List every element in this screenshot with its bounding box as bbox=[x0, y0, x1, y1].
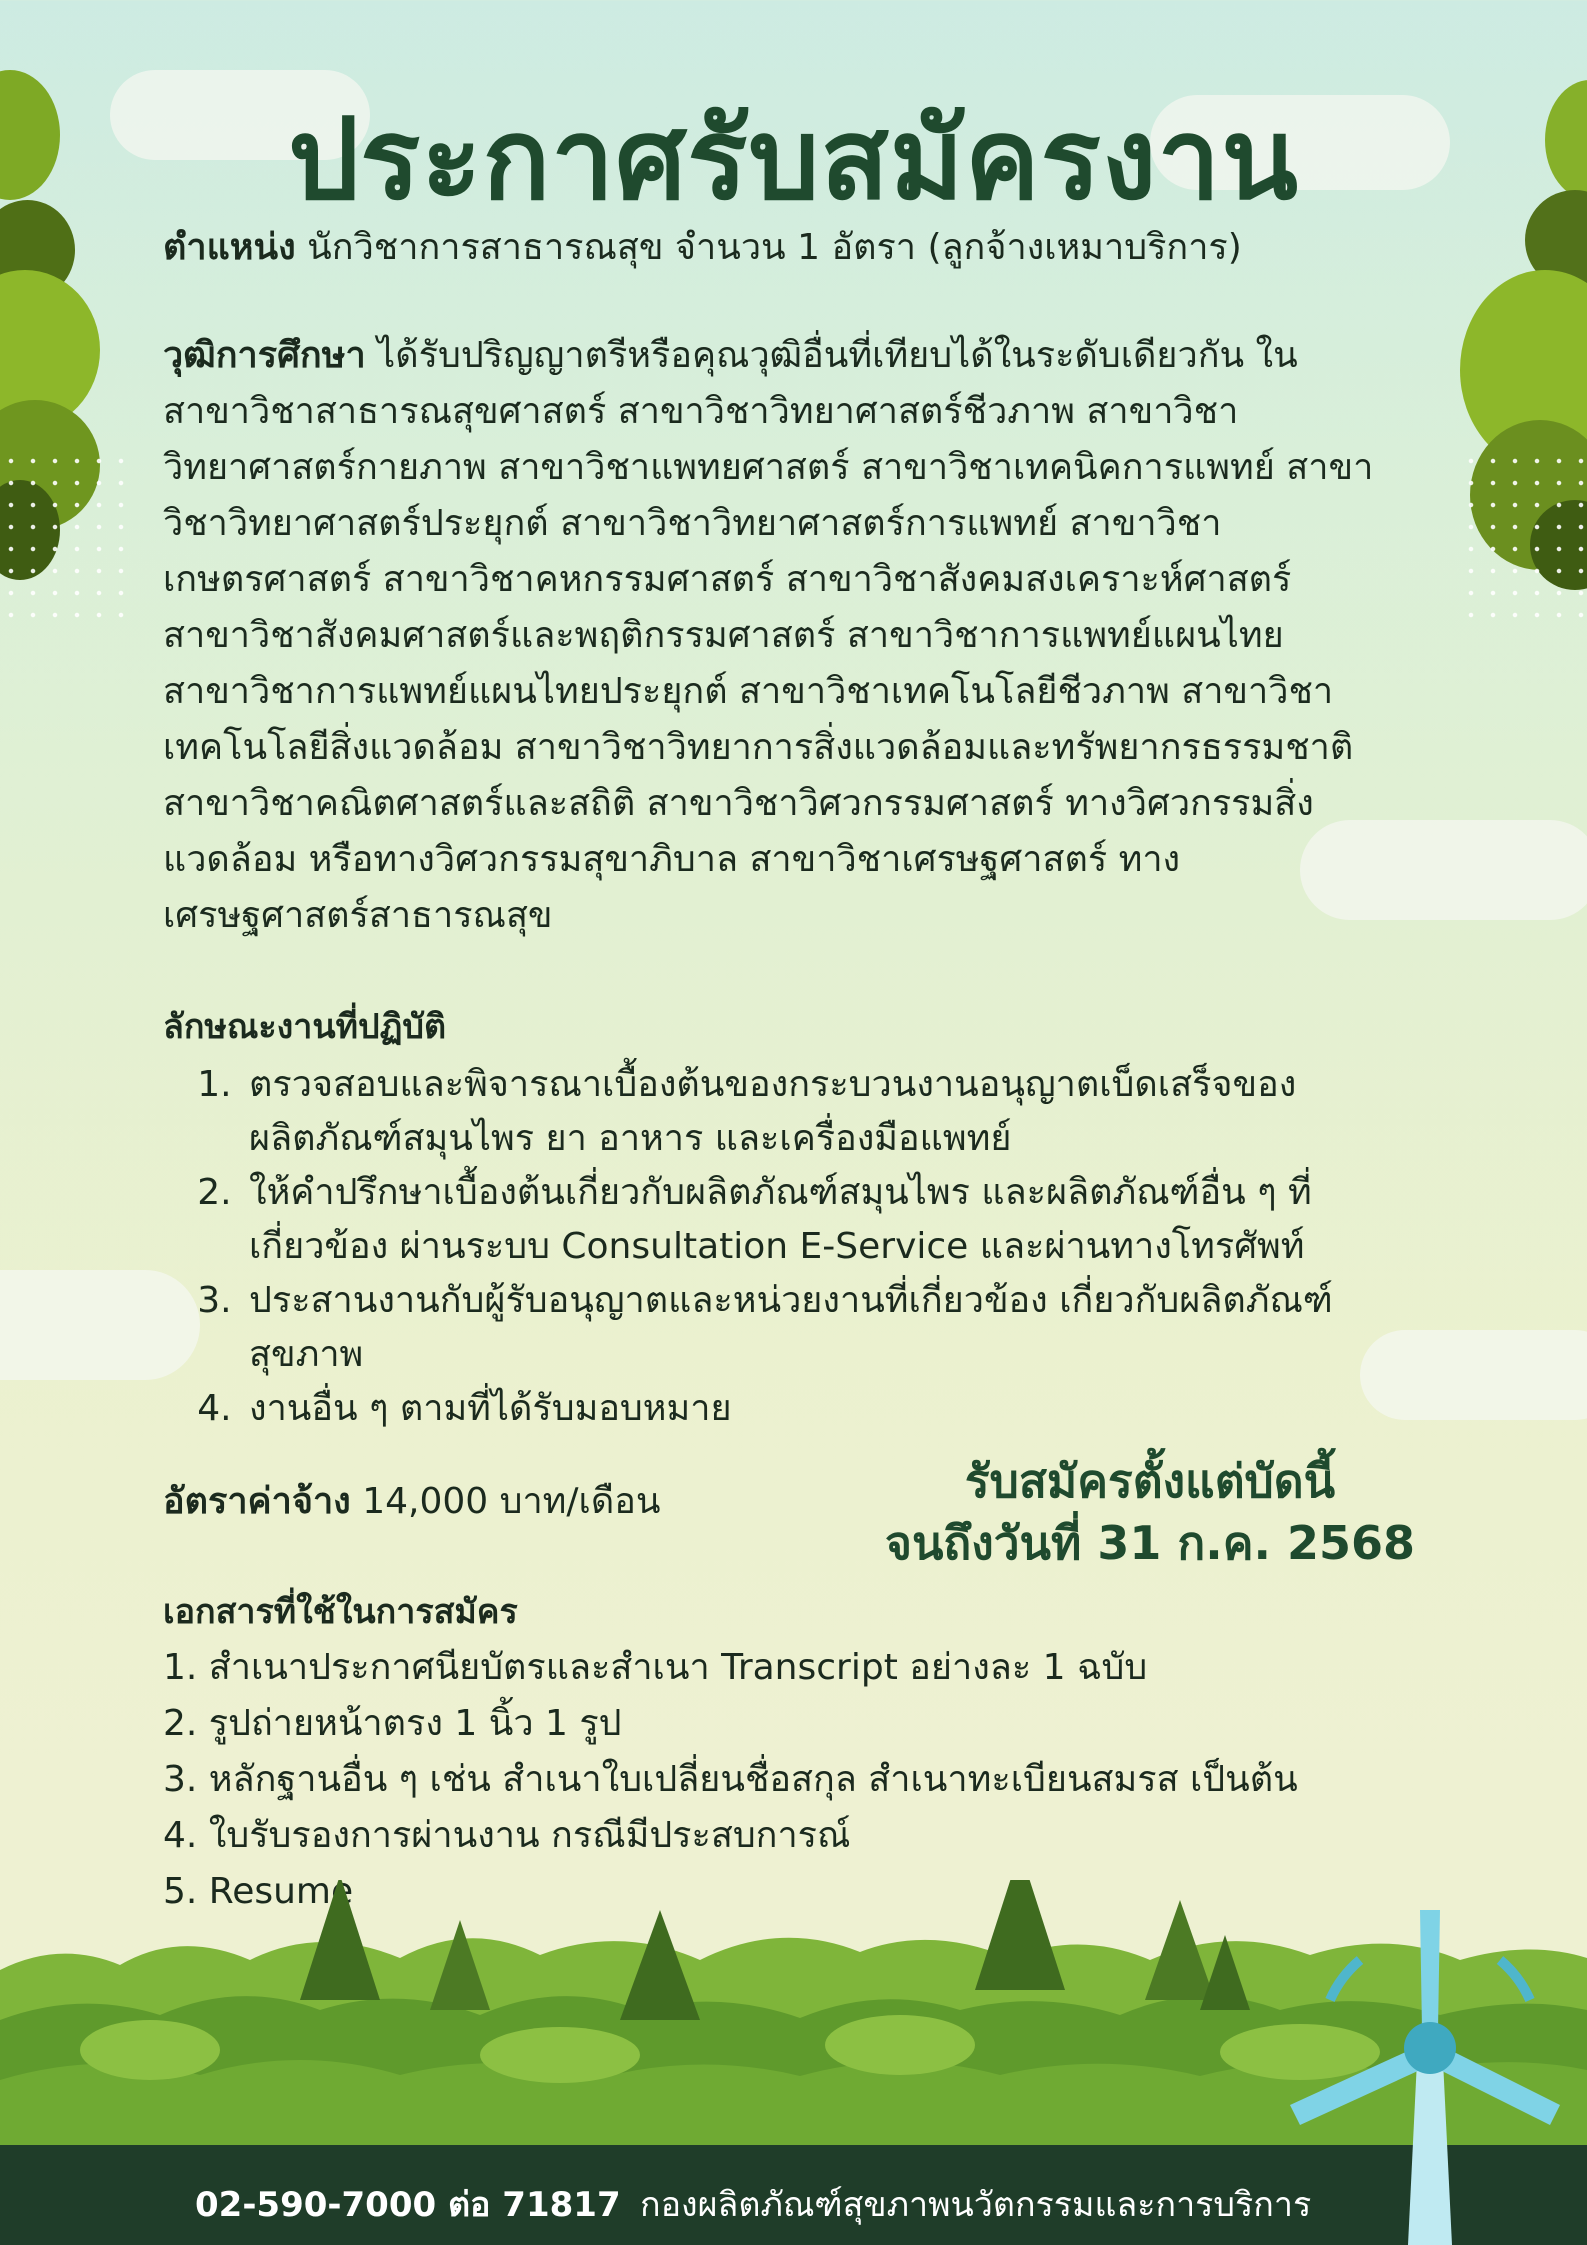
document-item: 2. รูปถ่ายหน้าตรง 1 นิ้ว 1 รูป bbox=[163, 1703, 622, 1744]
page-title: ประกาศรับสมัครงาน bbox=[288, 95, 1299, 225]
salary-line bbox=[163, 1474, 863, 1530]
education-line: เทคโนโลยีสิ่งแวดล้อม สาขาวิชาวิทยาการสิ่งแวดล้อมและทรัพยากรธรรมชาติ bbox=[163, 727, 1354, 768]
document-item: 3. หลักฐานอื่น ๆ เช่น สำเนาใบเปลี่ยนชื่อสกุล สำเนาทะเบียนสมรส เป็นต้น bbox=[163, 1759, 1298, 1800]
documents-list bbox=[163, 1640, 1423, 1920]
document-item: 5. Resume bbox=[163, 1871, 354, 1912]
document-item: 4. ใบรับรองการผ่านงาน กรณีมีประสบการณ์ bbox=[163, 1815, 851, 1856]
position-label: ตำแหน่ง bbox=[163, 227, 296, 268]
education-line: สาขาวิชาคณิตศาสตร์และสถิติ สาขาวิชาวิศวกรรมศาสตร์ ทางวิศวกรรมสิ่ง bbox=[163, 783, 1314, 824]
education-line: สาขาวิชาสังคมศาสตร์และพฤติกรรมศาสตร์ สาขาวิชาการแพทย์แผนไทย bbox=[163, 615, 1284, 656]
education-text: ได้รับปริญญาตรีหรือคุณวุฒิอื่นที่เทียบได้ในระดับเดียวกัน ใน bbox=[377, 335, 1298, 376]
education-line: เศรษฐศาสตร์สาธารณสุข bbox=[163, 895, 553, 936]
duty-item: 2. ให้คำปรึกษาเบื้องต้นเกี่ยวกับผลิตภัณฑ์สมุนไพร และผลิตภัณฑ์อื่น ๆ ที่ เกี่ยวข้อง ผ่านระบบ Consultation E-Service และผ่านทางโทรศัพท์ bbox=[243, 1166, 1403, 1274]
education-line: เกษตรศาสตร์ สาขาวิชาคหกรรมศาสตร์ สาขาวิชาสังคมสงเคราะห์ศาสตร์ bbox=[163, 559, 1292, 600]
duties-list bbox=[163, 1058, 1403, 1436]
application-period bbox=[870, 1450, 1430, 1574]
education-line: วิทยาศาสตร์กายภาพ สาขาวิชาแพทยศาสตร์ สาขาวิชาเทคนิคการแพทย์ สาขา bbox=[163, 447, 1374, 488]
organization-name: กองผลิตภัณฑ์สุขภาพนวัตกรรมและการบริการ bbox=[640, 2185, 1312, 2225]
duties-section bbox=[163, 1000, 1403, 1436]
duty-item: 1. ตรวจสอบและพิจารณาเบื้องต้นของกระบวนงานอนุญาตเบ็ดเสร็จของ ผลิตภัณฑ์สมุนไพร ยา อาหาร และเครื่องมือแพทย์ bbox=[243, 1058, 1403, 1166]
application-deadline: จนถึงวันที่ 31 ก.ค. 2568 bbox=[885, 1516, 1415, 1570]
education-label: วุฒิการศึกษา bbox=[163, 335, 366, 376]
position-line bbox=[163, 220, 1423, 276]
education-line: สาขาวิชาสาธารณสุขศาสตร์ สาขาวิชาวิทยาศาสตร์ชีวภาพ สาขาวิชา bbox=[163, 391, 1239, 432]
duty-item: 4. งานอื่น ๆ ตามที่ได้รับมอบหมาย bbox=[243, 1382, 1403, 1436]
duties-heading: ลักษณะงานที่ปฏิบัติ bbox=[163, 1007, 447, 1047]
salary-label: อัตราค่าจ้าง bbox=[163, 1481, 351, 1522]
duty-item: 3. ประสานงานกับผู้รับอนุญาตและหน่วยงานที่เกี่ยวข้อง เกี่ยวกับผลิตภัณฑ์ สุขภาพ bbox=[243, 1274, 1403, 1382]
position-value: นักวิชาการสาธารณสุข จำนวน 1 อัตรา (ลูกจ้างเหมาบริการ) bbox=[307, 227, 1242, 268]
education-block bbox=[163, 328, 1423, 944]
salary-value: 14,000 บาท/เดือน bbox=[362, 1481, 661, 1522]
education-line bbox=[163, 328, 1423, 384]
education-line: สาขาวิชาการแพทย์แผนไทยประยุกต์ สาขาวิชาเทคโนโลยีชีวภาพ สาขาวิชา bbox=[163, 671, 1334, 712]
documents-section bbox=[163, 1584, 1423, 1920]
application-period-line: รับสมัครตั้งแต่บัดนี้ bbox=[964, 1454, 1336, 1508]
education-line: วิชาวิทยาศาสตร์ประยุกต์ สาขาวิชาวิทยาศาสตร์การแพทย์ สาขาวิชา bbox=[163, 503, 1222, 544]
documents-heading: เอกสารที่ใช้ในการสมัคร bbox=[163, 1592, 518, 1632]
document-item: 1. สำเนาประกาศนียบัตรและสำเนา Transcript อย่างละ 1 ฉบับ bbox=[163, 1647, 1148, 1688]
wind-turbine-icon bbox=[1290, 1910, 1560, 2245]
education-line: แวดล้อม หรือทางวิศวกรรมสุขาภิบาล สาขาวิชาเศรษฐศาสตร์ ทาง bbox=[163, 839, 1181, 880]
contact-phone: 02-590-7000 ต่อ 71817 bbox=[195, 2185, 621, 2225]
